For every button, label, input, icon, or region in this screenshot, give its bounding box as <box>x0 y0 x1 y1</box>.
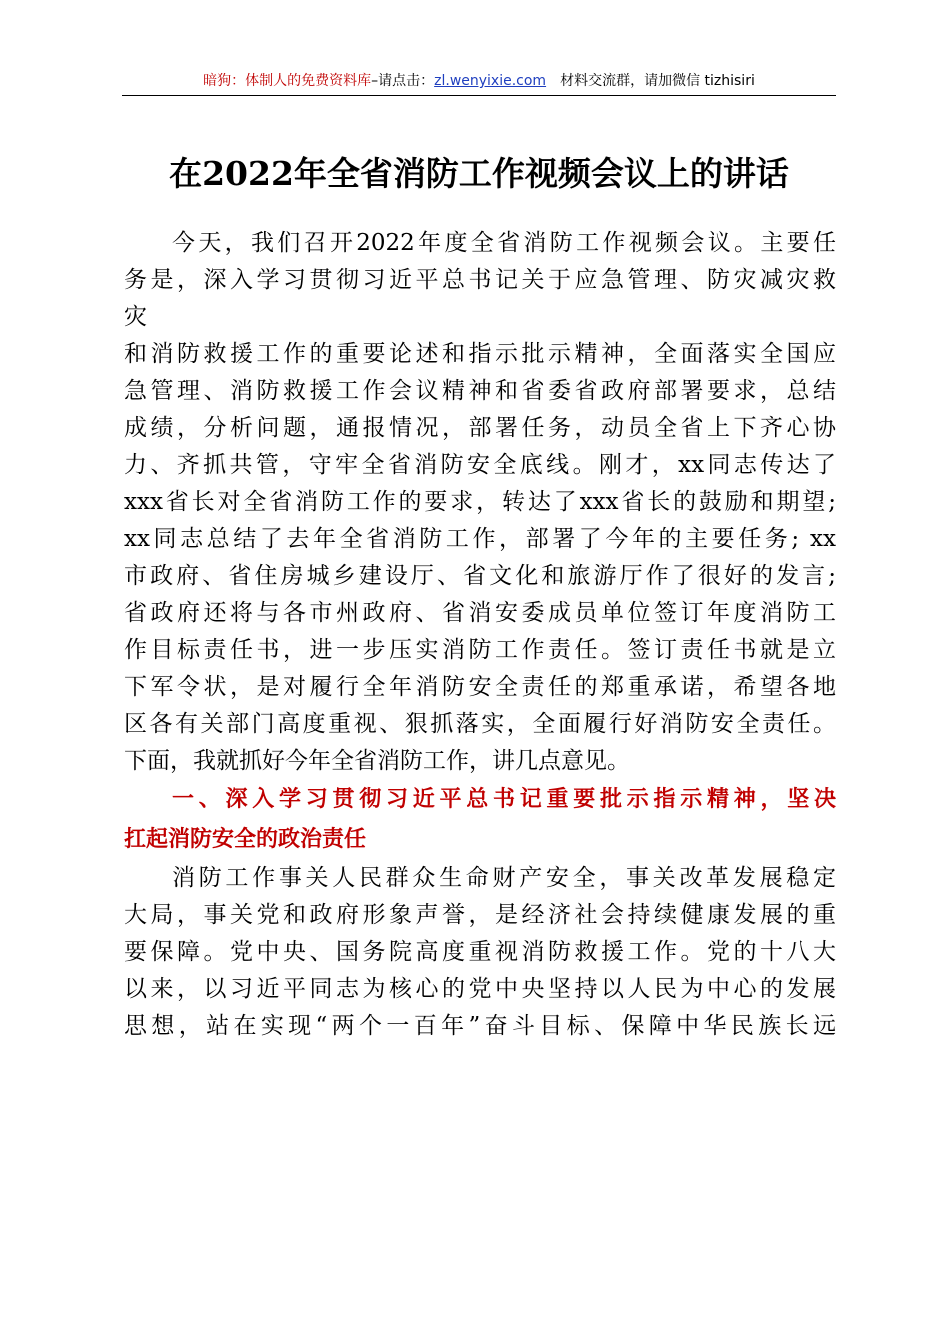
paragraph-intro <box>124 225 836 780</box>
header-divider <box>122 95 836 96</box>
text-line: 以来，以习近平同志为核心的党中央坚持以人民为中心的发展 <box>124 976 836 1002</box>
text-line: 市政府、省住房城乡建设厅、省文化和旅游厅作了很好的发言; <box>124 563 836 589</box>
text-line: 省政府还将与各市州政府、省消安委成员单位签订年度消防工 <box>124 600 836 626</box>
text-line: 思想，站在实现“两个一百年”奋斗目标、保障中华民族长远 <box>124 1013 836 1039</box>
text-line: 消防工作事关人民群众生命财产安全，事关改革发展稳定 <box>172 865 836 891</box>
text-line: 今天，我们召开2022年度全省消防工作视频会议。主要任 <box>172 230 836 256</box>
header-contact: 材料交流群，请加微信 tizhisiri <box>560 73 755 89</box>
heading-line: 扛起消防安全的政治责任 <box>124 827 367 852</box>
header-link[interactable]: zl.wenyixie.com <box>434 73 547 89</box>
heading-line: 一、深入学习贯彻习近平总书记重要批示指示精神，坚决 <box>172 787 836 812</box>
document-title: 在2022年全省消防工作视频会议上的讲话 <box>169 154 789 193</box>
text-line: 下军令状，是对履行全年消防安全责任的郑重承诺，希望各地 <box>124 674 836 700</box>
text-line: 下面，我就抓好今年全省消防工作，讲几点意见。 <box>124 748 630 774</box>
text-line: 成绩，分析问题，通报情况，部署任务，动员全省上下齐心协 <box>124 415 836 441</box>
text-line: 区各有关部门高度重视、狠抓落实，全面履行好消防安全责任。 <box>124 711 836 737</box>
text-line: 要保障。党中央、国务院高度重视消防救援工作。党的十八大 <box>124 939 836 965</box>
text-line: 力、齐抓共管，守牢全省消防安全底线。刚才，xx同志传达了 <box>124 452 836 478</box>
section-heading-1 <box>124 780 836 860</box>
text-line: 作目标责任书，进一步压实消防工作责任。签订责任书就是立 <box>124 637 836 663</box>
text-line: 务是，深入学习贯彻习近平总书记关于应急管理、防灾减灾救 <box>124 267 836 293</box>
text-line: 灾 <box>124 304 147 330</box>
paragraph-section1 <box>124 860 836 1045</box>
header-click-prefix: –请点击： <box>371 73 435 89</box>
document-body <box>124 225 836 1045</box>
text-line: 和消防救援工作的重要论述和指示批示精神，全面落实全国应 <box>124 341 836 367</box>
text-line: 急管理、消防救援工作会议精神和省委省政府部署要求，总结 <box>124 378 836 404</box>
text-line: 大局，事关党和政府形象声誉，是经济社会持续健康发展的重 <box>124 902 836 928</box>
header-brand: 暗狗：体制人的免费资料库 <box>203 73 372 89</box>
text-line: xx同志总结了去年全省消防工作，部署了今年的主要任务; xx <box>124 526 836 552</box>
text-line: xxx省长对全省消防工作的要求，转达了xxx省长的鼓励和期望; <box>124 489 836 515</box>
page-header <box>122 70 836 96</box>
